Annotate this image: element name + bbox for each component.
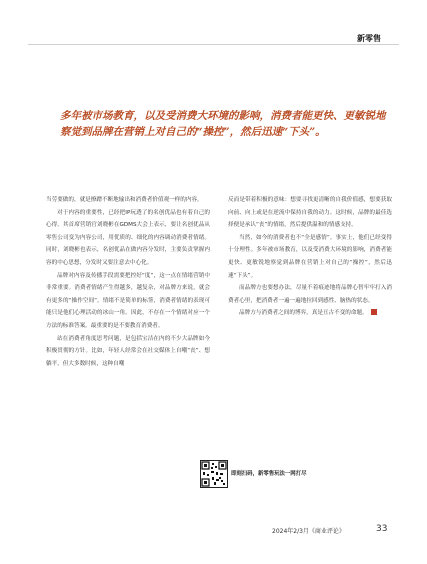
end-mark-icon — [371, 309, 377, 315]
paragraph: 当劳要做的，就是撩蹭不断地输出和消费者价值观一样的内容。 — [46, 197, 203, 203]
paragraph: 品牌对内容及传播手段需要把控好“度”，这一点在情绪营销中非常重要。消费者情绪产生得越多，越复杂，对品牌方来说，就会有更多的“操作空间”。情绪不是简单的标签，消费者情绪的表现可能只是他们心理活动的冰山一角。因此，不存在一个情绪对应一个方法的标准答案。最重要的是不要教育消费者。 — [46, 272, 210, 329]
issue-info: 2024年2/3月《商业评论》 — [272, 528, 345, 535]
paragraph: 而品牌方也要想办法，尽量不着痕迹地将品牌心智牢牢打入消费者心里，把消费者一遍一遍地拉回到感性、脑热的状态。 — [228, 285, 392, 304]
paragraph-text: 品牌方与消费者之间的博弈，真是亘古不变的命题。 — [239, 310, 368, 317]
right-column — [228, 194, 392, 320]
page-number: 33 — [376, 524, 388, 534]
paragraph-final — [228, 307, 392, 320]
header-bar — [0, 0, 427, 20]
qr-caption: 即刻扫码，新零售玩法一网打尽 — [231, 471, 307, 477]
left-column — [46, 194, 210, 370]
paragraph: 反而是带着积极的意味：想要寻找更清晰的自我价值感，想要获取向前、向上或是在逆流中保持自我的动力。这时候，品牌的最佳选择便是承认“丧”的情绪，然后提供温和的情感支持。 — [228, 197, 392, 229]
pull-quote: 多年被市场教育，以及受消费大环境的影响，消费者能更快、更敏锐地察觉到品牌在营销上对自己的“操控”，然后迅速“下头”。 — [60, 110, 386, 138]
header-divider — [28, 44, 399, 45]
qr-code-icon[interactable] — [200, 460, 228, 488]
section-tag: 新零售 — [357, 34, 381, 43]
paragraph: 当然，如今的消费者也不“全是感情”。事实上，他们已经变得十分理性。多年被市场教育，以及受消费大环境的影响，消费者能更快、更敏锐地察觉到品牌在营销上对自己的“操控”，然后迅速“下头”。 — [228, 234, 392, 279]
paragraph: 对于内容的重要性，已经把IP玩透了的名创优品也有着自己的心得。其首席营销官刘晓彬在GDMS大会上表示，要让名创优品从零售公司变为内容公司，用优质的、细化的内容调动消费者情绪。同时，刘晓彬也表示，名创优品在做内容分发时，主要负责掌握内容的中心思想，分发时又要注意去中心化。 — [46, 209, 210, 266]
paragraph: 站在消费者角度思考问题，是包括宝洁在内的不少大品牌如今积极贯彻的方针。比如，年轻人经常会在社交媒体上自嘲“丧”、想躺平，但大多数时候，这种自嘲 — [46, 335, 210, 367]
